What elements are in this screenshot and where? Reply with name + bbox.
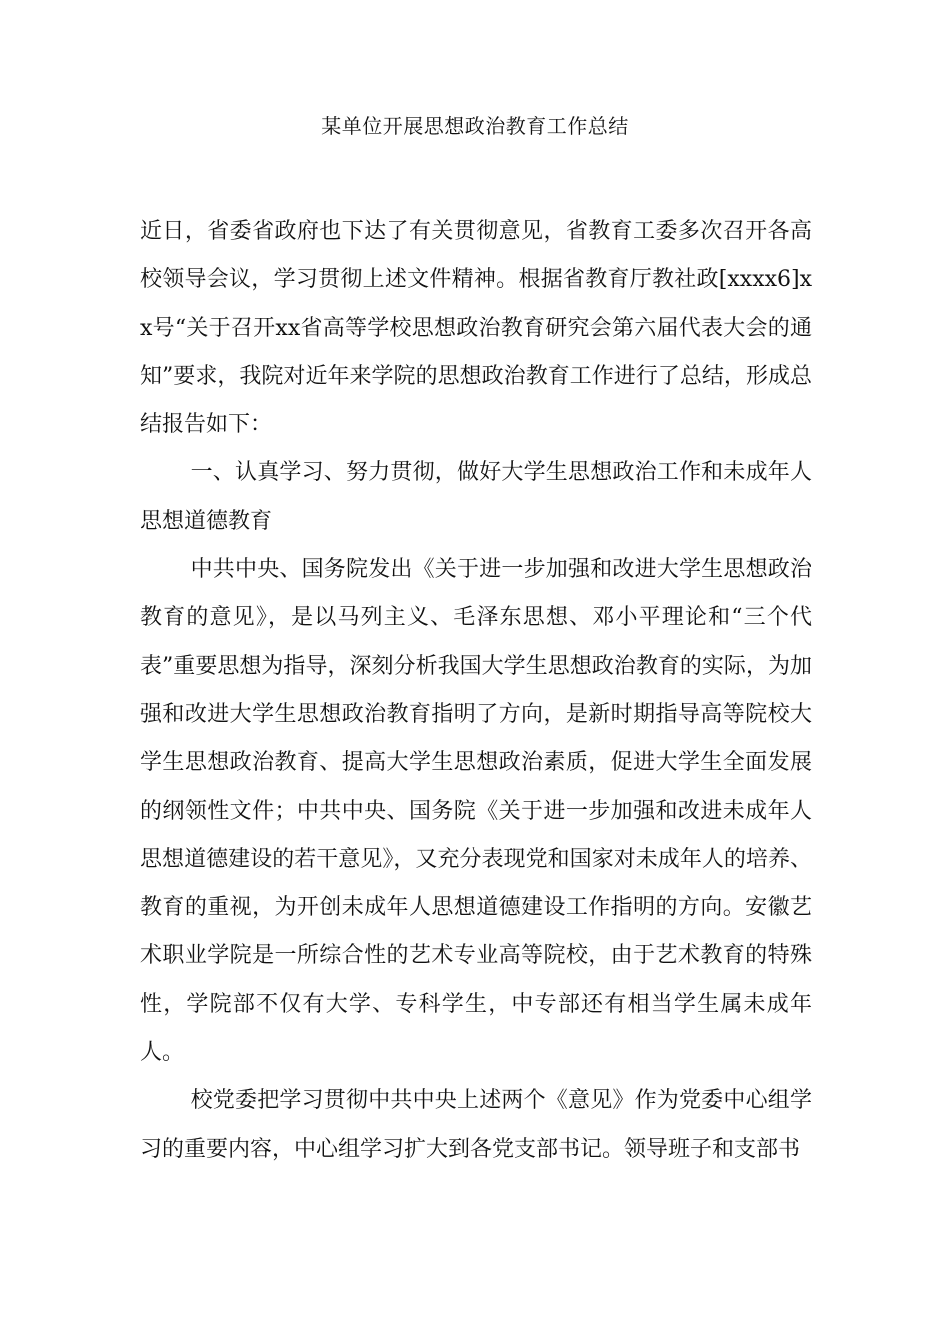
document-body xyxy=(140,208,812,1174)
paragraph-section-1: 中共中央、国务院发出《关于进一步加强和改进大学生思想政治教育的意见》，是以马列主义、毛泽东思想、邓小平理论和“三个代表”重要思想为指导，深刻分析我国大学生思想政治教育的实际，为加强和改进大学生思想政治教育指明了方向，是新时期指导高等院校大学生思想政治教育、提高大学生思想政治素质，促进大学生全面发展的纲领性文件；中共中央、国务院《关于进一步加强和改进未成年人思想道德建设的若干意见》，又充分表现党和国家对未成年人的培养、教育的重视，为开创未成年人思想道德建设工作指明的方向。安徽艺术职业学院是一所综合性的艺术专业高等院校，由于艺术教育的特殊性，学院部不仅有大学、专科学生，中专部还有相当学生属未成年人。 xyxy=(140,557,812,1066)
document-title: 某单位开展思想政治教育工作总结 xyxy=(321,114,629,138)
paragraph-intro: 近日，省委省政府也下达了有关贯彻意见，省教育工委多次召开各高校领导会议，学习贯彻上述文件精神。根据省教育厅教社政[xxxx6]xx号“关于召开xx省高等学校思想政治教育研究会第六届代表大会的通知”要求，我院对近年来学院的思想政治教育工作进行了总结，形成总结报告如下： xyxy=(140,219,812,438)
paragraph-party-committee: 校党委把学习贯彻中共中央上述两个《意见》作为党委中心组学习的重要内容，中心组学习扩大到各党支部书记。领导班子和支部书 xyxy=(140,1088,812,1162)
section-heading-1: 一、认真学习、努力贯彻，做好大学生思想政治工作和未成年人思想道德教育 xyxy=(140,460,812,534)
